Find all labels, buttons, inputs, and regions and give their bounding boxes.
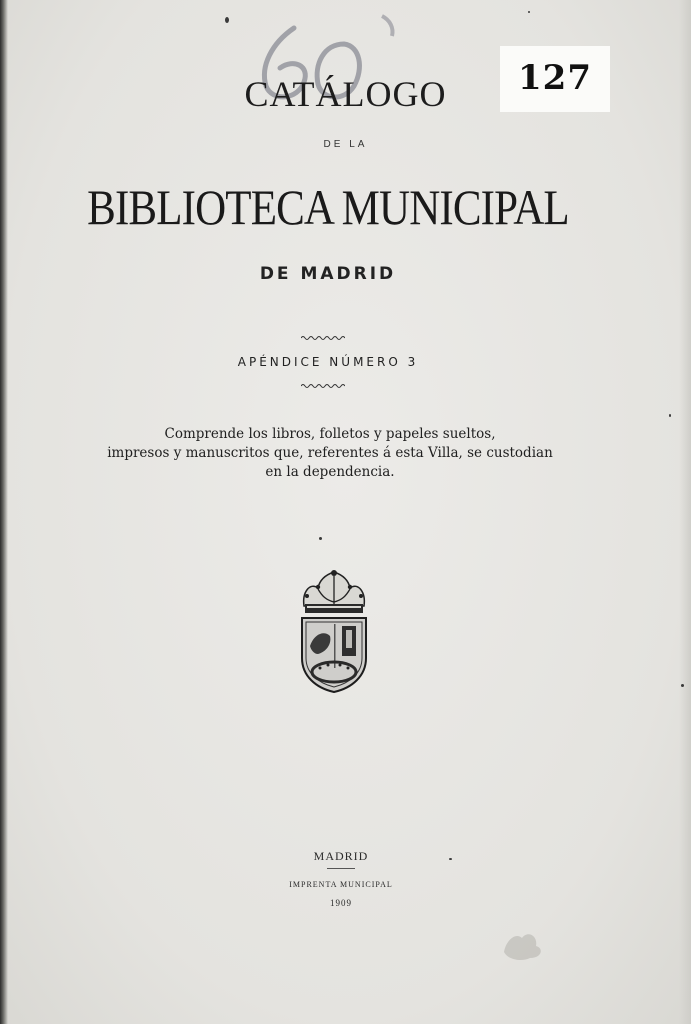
paper-fleck	[319, 537, 322, 540]
description-block	[60, 425, 600, 482]
paper-fleck	[449, 858, 452, 860]
title-de-madrid: DE MADRID	[259, 264, 397, 284]
imprint-press: IMPRENTA MUNICIPAL	[289, 880, 393, 889]
paper-fleck	[225, 17, 229, 23]
paper-fleck	[669, 414, 671, 417]
imprint-year: 1909	[330, 898, 352, 908]
title-biblioteca-municipal: BIBLIOTECA MUNICIPAL	[87, 179, 569, 235]
page-binding-shadow	[0, 0, 8, 1024]
appendix-heading: APÉNDICE NÚMERO 3	[237, 355, 419, 369]
description-line-3: en la dependencia.	[265, 464, 395, 480]
paper-fleck	[528, 11, 530, 13]
paper-fleck	[681, 684, 684, 687]
coat-of-arms-icon	[296, 568, 372, 696]
title-de-la: DE LA	[323, 139, 368, 150]
imprint-city: MADRID	[313, 849, 369, 863]
description-line-1: Comprende los libros, folletos y papeles sueltos,	[164, 426, 496, 442]
paper-stain	[498, 922, 548, 962]
description-line-2: impresos y manuscritos que, referentes á esta Villa, se custodian	[107, 445, 553, 461]
title-catalogo: CATÁLOGO	[244, 74, 447, 114]
ornament-squiggle-bottom	[301, 383, 345, 389]
page-edge-shade	[679, 0, 691, 1024]
ornament-squiggle-top	[301, 335, 345, 341]
imprint-divider	[327, 868, 355, 869]
stamp-number: 127	[518, 58, 592, 98]
